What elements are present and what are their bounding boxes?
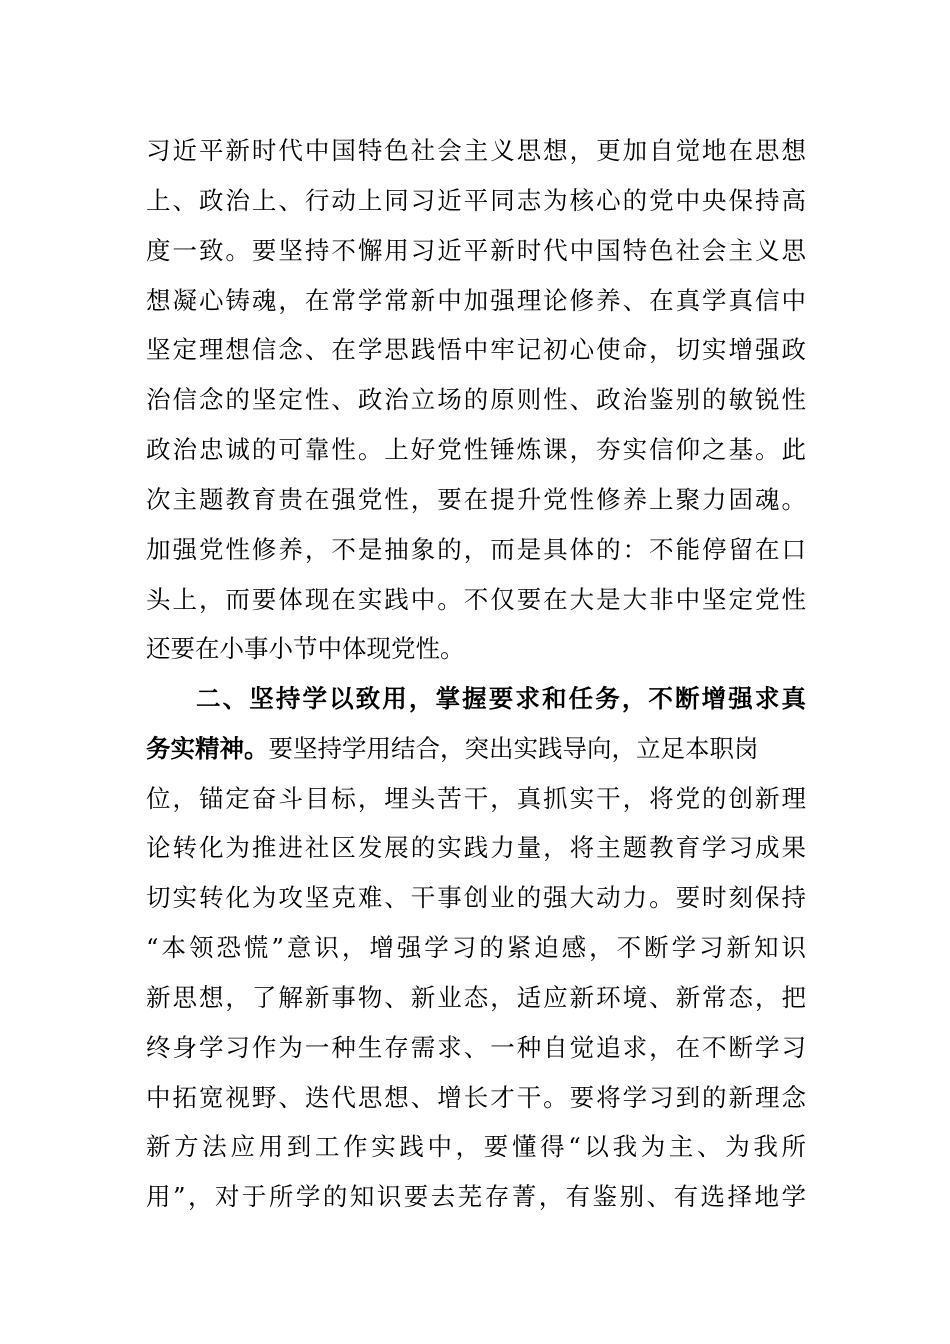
paragraph-line-mixed <box>146 729 806 769</box>
paragraph-line: 加强党性修养，不是抽象的，而是具体的：不能停留在口 <box>146 535 806 564</box>
paragraph-line: 新思想，了解新事物、新业态，适应新环境、新常态，把 <box>146 983 806 1012</box>
paragraph-line: “本领恐慌”意识，增强学习的紧迫感，不断学习新知识 <box>146 933 806 962</box>
section-heading-end: 务实精神。 <box>146 734 269 763</box>
paragraph-line: 还要在小事小节中体现党性。 <box>146 634 465 663</box>
paragraph-line: 次主题教育贵在强党性，要在提升党性修养上聚力固魂。 <box>146 485 806 514</box>
paragraph-line: 用”，对于所学的知识要去芜存菁，有鉴别、有选择地学 <box>146 1182 806 1211</box>
paragraph-line: 新方法应用到工作实践中，要懂得“以我为主、为我所 <box>146 1132 806 1161</box>
paragraph-line: 政治忠诚的可靠性。上好党性锤炼课，夯实信仰之基。此 <box>146 435 806 464</box>
paragraph-line: 习近平新时代中国特色社会主义思想，更加自觉地在思想 <box>146 136 806 165</box>
paragraph-line: 切实转化为攻坚克难、干事创业的强大动力。要时刻保持 <box>146 883 806 912</box>
paragraph-line: 上、政治上、行动上同习近平同志为核心的党中央保持高 <box>146 186 806 215</box>
paragraph-line: 论转化为推进社区发展的实践力量，将主题教育学习成果 <box>146 833 806 862</box>
paragraph-text: 要坚持学用结合，突出实践导向，立足本职岗 <box>268 734 759 763</box>
paragraph-line: 中拓宽视野、迭代思想、增长才干。要将学习到的新理念 <box>146 1083 806 1112</box>
paragraph-line: 位，锚定奋斗目标，埋头苦干，真抓实干，将党的创新理 <box>146 784 806 813</box>
section-heading: 二、坚持学以致用，掌握要求和任务，不断增强求真 <box>196 684 806 713</box>
paragraph-line: 坚定理想信念、在学思践悟中牢记初心使命，切实增强政 <box>146 335 806 364</box>
paragraph-line: 头上，而要体现在实践中。不仅要在大是大非中坚定党性 <box>146 585 806 614</box>
paragraph-line: 度一致。要坚持不懈用习近平新时代中国特色社会主义思 <box>146 236 806 265</box>
paragraph-line: 终身学习作为一种生存需求、一种自觉追求，在不断学习 <box>146 1033 806 1062</box>
paragraph-line: 治信念的坚定性、政治立场的原则性、政治鉴别的敏锐性 <box>146 385 806 414</box>
paragraph-line: 想凝心铸魂，在常学常新中加强理论修养、在真学真信中 <box>146 286 806 315</box>
